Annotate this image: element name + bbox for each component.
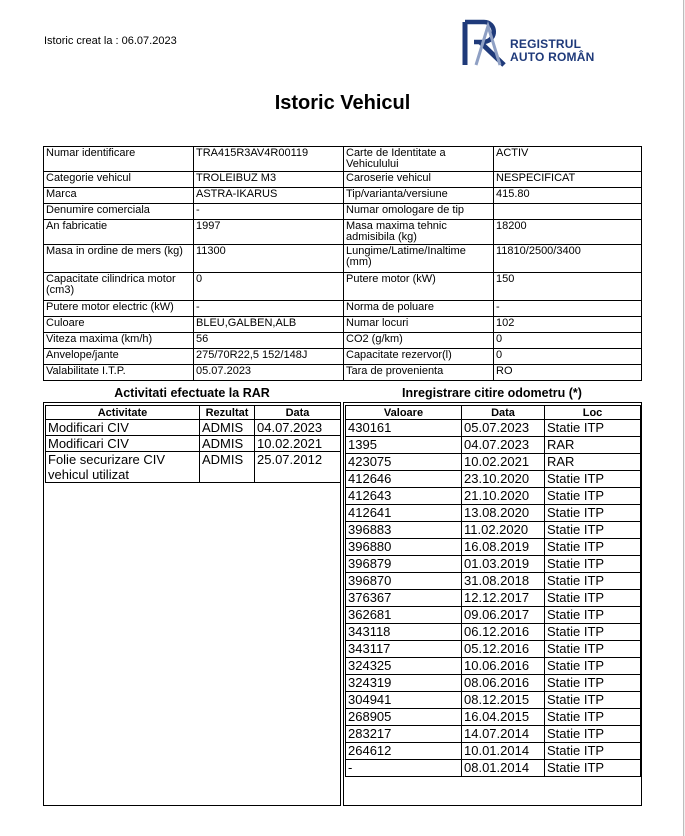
vehicle-info-value: 11300 [194,245,344,273]
vehicle-info-label: Numar identificare [44,147,194,172]
odometer-row [346,522,641,539]
odometer-date: 10.02.2021 [462,454,545,471]
odometer-value: 376367 [346,590,462,607]
odometer-row [346,437,641,454]
vehicle-info-value: 18200 [494,220,642,245]
odometer-location: Statie ITP [545,641,641,658]
vehicle-info-value: - [494,301,642,317]
odometer-location: Statie ITP [545,573,641,590]
vehicle-info-label: Denumire comerciala [44,204,194,220]
odometer-date: 08.01.2014 [462,760,545,777]
odometer-row [346,624,641,641]
vehicle-info-row [44,301,642,317]
vehicle-info-row [44,172,642,188]
activities-table [45,405,341,483]
activity-row [46,436,341,452]
activity-activity: Modificari CIV [46,436,200,452]
vehicle-info-value: 0 [194,273,344,301]
vehicle-info-value: BLEU,GALBEN,ALB [194,317,344,333]
vehicle-info-label: Tip/varianta/versiune [344,188,494,204]
activity-row [46,420,341,436]
odometer-title: Inregistrare citire odometru (*) [402,386,582,400]
vehicle-info-row [44,333,642,349]
odometer-row [346,743,641,760]
activity-date: 10.02.2021 [255,436,341,452]
odometer-date: 16.08.2019 [462,539,545,556]
vehicle-info-row [44,220,642,245]
activity-activity: Modificari CIV [46,420,200,436]
odometer-value: 396883 [346,522,462,539]
vehicle-info-value: 0 [494,349,642,365]
vehicle-info-label: Caroserie vehicul [344,172,494,188]
odometer-row [346,760,641,777]
odometer-date: 11.02.2020 [462,522,545,539]
odometer-row [346,726,641,743]
odometer-date: 01.03.2019 [462,556,545,573]
odometer-row [346,471,641,488]
odometer-date: 31.08.2018 [462,573,545,590]
vehicle-info-label: An fabricatie [44,220,194,245]
odometer-header-date: Data [462,406,545,420]
odometer-row [346,675,641,692]
vehicle-info-value: TROLEIBUZ M3 [194,172,344,188]
vehicle-info-label: Tara de provenienta [344,365,494,381]
vehicle-info-label: Putere motor electric (kW) [44,301,194,317]
vehicle-info-value: 56 [194,333,344,349]
odometer-location: Statie ITP [545,505,641,522]
activity-result: ADMIS [200,420,255,436]
odometer-row [346,692,641,709]
odometer-location: Statie ITP [545,726,641,743]
vehicle-info-label: Anvelope/jante [44,349,194,365]
odometer-value: 412641 [346,505,462,522]
rar-logo-icon [462,18,508,68]
odometer-row [346,573,641,590]
vehicle-info-label: Culoare [44,317,194,333]
activity-row [46,452,341,483]
vehicle-info-row [44,317,642,333]
odometer-header-location: Loc [545,406,641,420]
vehicle-info-value: 102 [494,317,642,333]
logo-text [510,38,594,64]
vehicle-info-label: Carte de Identitate a Vehiculului [344,147,494,172]
vehicle-info-row [44,273,642,301]
vehicle-info-value: - [194,204,344,220]
odometer-row [346,607,641,624]
odometer-location: Statie ITP [545,675,641,692]
vehicle-info-value: 1997 [194,220,344,245]
vehicle-info-label: Capacitate cilindrica motor (cm3) [44,273,194,301]
vehicle-info-label: Norma de poluare [344,301,494,317]
odometer-value: 430161 [346,420,462,437]
odometer-location: Statie ITP [545,743,641,760]
odometer-location: Statie ITP [545,556,641,573]
odometer-date: 21.10.2020 [462,488,545,505]
odometer-row [346,556,641,573]
logo-line-2: AUTO ROMÂN [510,50,595,64]
odometer-date: 10.01.2014 [462,743,545,760]
odometer-row [346,539,641,556]
odometer-value: - [346,760,462,777]
odometer-location: Statie ITP [545,607,641,624]
odometer-date: 16.04.2015 [462,709,545,726]
odometer-row [346,709,641,726]
odometer-location: Statie ITP [545,692,641,709]
odometer-location: Statie ITP [545,658,641,675]
activities-header-result: Rezultat [200,406,255,420]
vehicle-info-value: NESPECIFICAT [494,172,642,188]
vehicle-info-label: Lungime/Latime/Inaltime (mm) [344,245,494,273]
odometer-value: 343118 [346,624,462,641]
odometer-value: 396879 [346,556,462,573]
odometer-value: 396880 [346,539,462,556]
created-date: Istoric creat la : 06.07.2023 [44,35,177,47]
vehicle-info-row [44,349,642,365]
odometer-date: 23.10.2020 [462,471,545,488]
odometer-location: Statie ITP [545,590,641,607]
odometer-location: Statie ITP [545,488,641,505]
odometer-location: Statie ITP [545,522,641,539]
odometer-date: 10.06.2016 [462,658,545,675]
odometer-value: 324325 [346,658,462,675]
vehicle-info-value: - [194,301,344,317]
vehicle-info-label: Numar omologare de tip [344,204,494,220]
odometer-row [346,420,641,437]
odometer-location: Statie ITP [545,471,641,488]
odometer-row [346,505,641,522]
odometer-date: 04.07.2023 [462,437,545,454]
odometer-date: 05.07.2023 [462,420,545,437]
vehicle-info-row [44,147,642,172]
odometer-date: 08.06.2016 [462,675,545,692]
vehicle-info-value: 150 [494,273,642,301]
odometer-location: RAR [545,437,641,454]
activity-date: 25.07.2012 [255,452,341,483]
odometer-row [346,641,641,658]
odometer-row [346,658,641,675]
activities-header-activity: Activitate [46,406,200,420]
vehicle-info-value: 415.80 [494,188,642,204]
odometer-value: 362681 [346,607,462,624]
activities-header-date: Data [255,406,341,420]
odometer-value: 423075 [346,454,462,471]
vehicle-info-label: CO2 (g/km) [344,333,494,349]
odometer-date: 09.06.2017 [462,607,545,624]
odometer-value: 343117 [346,641,462,658]
odometer-location: Statie ITP [545,420,641,437]
vehicle-info-row [44,245,642,273]
odometer-value: 283217 [346,726,462,743]
vehicle-info-label: Putere motor (kW) [344,273,494,301]
vehicle-info-value [494,204,642,220]
odometer-location: Statie ITP [545,709,641,726]
odometer-row [346,590,641,607]
odometer-value: 412643 [346,488,462,505]
odometer-value: 324319 [346,675,462,692]
activities-title: Activitati efectuate la RAR [114,386,270,400]
odometer-header-value: Valoare [346,406,462,420]
odometer-value: 304941 [346,692,462,709]
odometer-location: Statie ITP [545,539,641,556]
odometer-value: 264612 [346,743,462,760]
odometer-value: 412646 [346,471,462,488]
activity-result: ADMIS [200,452,255,483]
vehicle-info-table [43,146,642,381]
vehicle-info-value: 05.07.2023 [194,365,344,381]
vehicle-info-value: 0 [494,333,642,349]
odometer-row [346,454,641,471]
odometer-location: Statie ITP [545,760,641,777]
odometer-table [345,405,641,777]
vehicle-info-label: Masa maxima tehnic admisibila (kg) [344,220,494,245]
activity-activity: Folie securizare CIV vehicul utilizat [46,452,200,483]
odometer-value: 1395 [346,437,462,454]
odometer-location: RAR [545,454,641,471]
vehicle-info-label: Viteza maxima (km/h) [44,333,194,349]
vehicle-info-row [44,204,642,220]
vehicle-info-label: Masa in ordine de mers (kg) [44,245,194,273]
odometer-value: 396870 [346,573,462,590]
vehicle-info-label: Valabilitate I.T.P. [44,365,194,381]
vehicle-info-label: Numar locuri [344,317,494,333]
odometer-date: 08.12.2015 [462,692,545,709]
page-title: Istoric Vehicul [274,92,411,114]
activity-result: ADMIS [200,436,255,452]
odometer-date: 05.12.2016 [462,641,545,658]
vehicle-info-value: RO [494,365,642,381]
vehicle-info-row [44,188,642,204]
activity-date: 04.07.2023 [255,420,341,436]
vehicle-info-label: Marca [44,188,194,204]
vehicle-info-label: Categorie vehicul [44,172,194,188]
odometer-date: 13.08.2020 [462,505,545,522]
rar-logo [462,18,612,70]
odometer-value: 268905 [346,709,462,726]
odometer-date: 12.12.2017 [462,590,545,607]
vehicle-info-value: 11810/2500/3400 [494,245,642,273]
vehicle-info-row [44,365,642,381]
logo-line-1: REGISTRUL [510,37,582,51]
vehicle-info-value: 275/70R22,5 152/148J [194,349,344,365]
odometer-row [346,488,641,505]
odometer-location: Statie ITP [545,624,641,641]
vehicle-info-value: ASTRA-IKARUS [194,188,344,204]
vehicle-info-value: TRA415R3AV4R00119 [194,147,344,172]
odometer-date: 06.12.2016 [462,624,545,641]
vehicle-info-value: ACTIV [494,147,642,172]
odometer-date: 14.07.2014 [462,726,545,743]
vehicle-info-label: Capacitate rezervor(l) [344,349,494,365]
